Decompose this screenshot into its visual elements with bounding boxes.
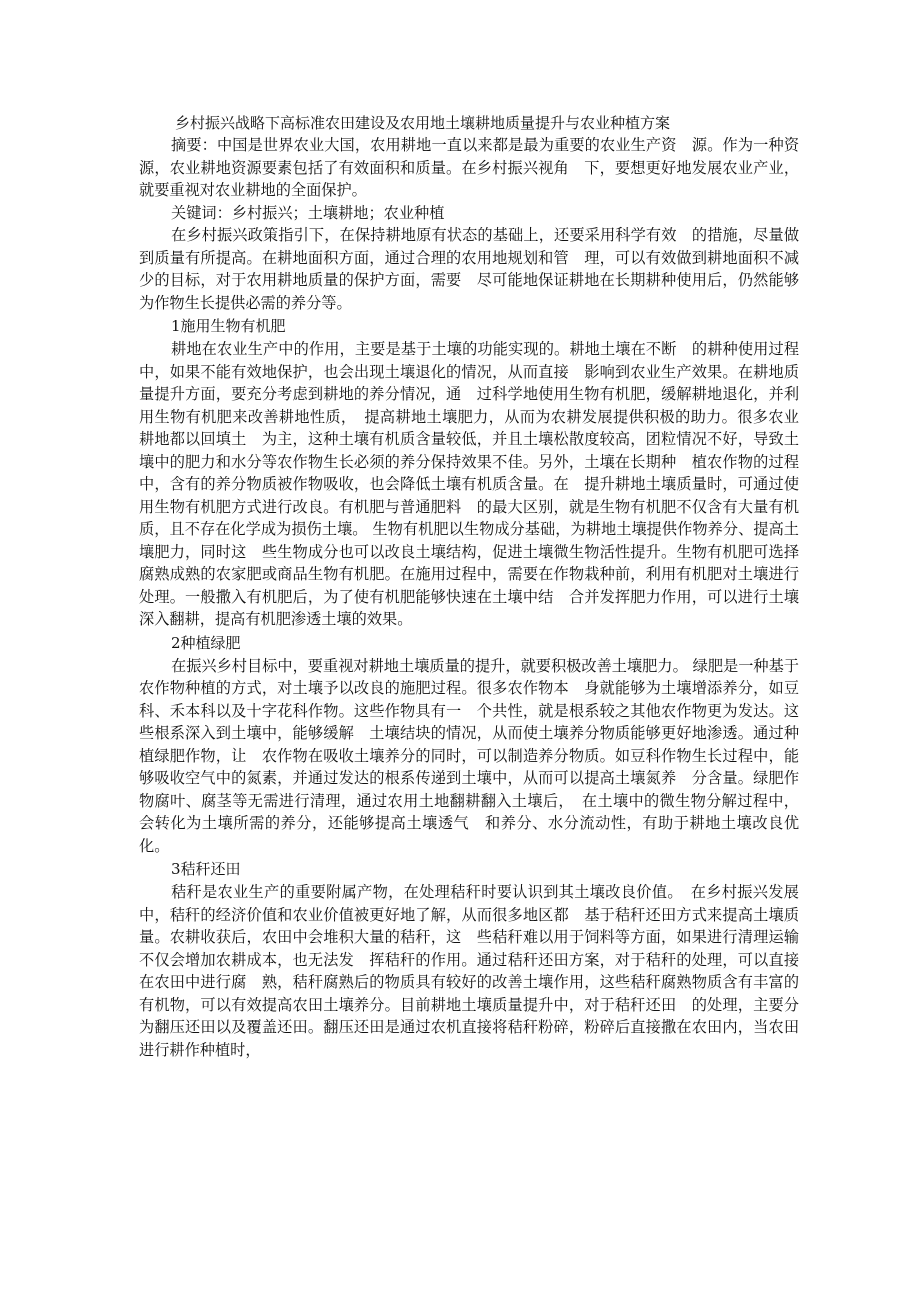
intro-paragraph: 在乡村振兴政策指引下，在保持耕地原有状态的基础上，还要采用科学有效 的措施，尽量做到质量有所提高。在耕地面积方面，通过合理的农用地规划和管 理，可以有效做到耕地面积不减少的目标，对于农用耕地质量的保护方面，需要 尽可能地保证耕地在长期耕种使用后，仍然能够为作物生长提供必需的养分等。 [139,226,799,312]
document-title: 乡村振兴战略下高标准农田建设及农用地土壤耕地质量提升与农业种植方案 [175,114,671,132]
section-body-3: 秸秆是农业生产的重要附属产物，在处理秸秆时要认识到其土壤改良价值。 在乡村振兴发展中，秸秆的经济价值和农业价值被更好地了解，从而很多地区都 基于秸秆还田方式来提高土壤质量。农耕收获后，农田中会堆积大量的秸秆，这 些秸秆难以用于饲料等方面，如果进行清理运输不仅会增加农耕成本，也无法发 挥秸秆的作用。通过秸秆还田方案，对于秸秆的处理，可以直接在农田中进行腐 熟，秸秆腐熟后的物质具有较好的改善土壤作用，这些秸秆腐熟物质含有丰富的 有机物，可以有效提高农田土壤养分。目前耕地土壤质量提升中，对于秸秆还田 的处理，主要分为翻压还田以及覆盖还田。翻压还田是通过农机直接将秸秆粉碎，粉碎后直接撒在农田内，当农田进行耕作种植时， [139,883,815,1059]
section-heading-1: 1施用生物有机肥 [171,317,286,335]
abstract-paragraph: 摘要：中国是世界农业大国，农用耕地一直以来都是最为重要的农业生产资 源。作为一种资源，农业耕地资源要素包括了有效面积和质量。在乡村振兴视角 下，要想更好地发展农业产业，就要重视对农业耕地的全面保护。 [139,136,799,199]
section-heading-3: 3秸秆还田 [171,860,241,878]
section-body-2: 在振兴乡村目标中，要重视对耕地土壤质量的提升，就要积极改善土壤肥力。 绿肥是一种基于农作物种植的方式，对土壤予以改良的施肥过程。很多农作物本 身就能够为土壤增添养分，如豆科、禾本科以及十字花科作物。这些作物具有一 个共性，就是根系较之其他农作物更为发达。这些根系深入到土壤中，能够缓解 土壤结块的情况，从而使土壤养分物质能够更好地渗透。通过种植绿肥作物，让 农作物在吸收土壤养分的同时，可以制造养分物质。如豆科作物生长过程中，能 够吸收空气中的氮素，并通过发达的根系传递到土壤中，从而可以提高土壤氮养 分含量。绿肥作物腐叶、腐茎等无需进行清理，通过农用土地翻耕翻入土壤后， 在土壤中的微生物分解过程中，会转化为土壤所需的养分，还能够提高土壤透气 和养分、水分流动性，有助于耕地土壤改良优化。 [139,656,815,855]
section-heading-2: 2种植绿肥 [171,633,241,652]
document-body [139,112,815,1061]
section-body-1: 耕地在农业生产中的作用，主要是基于土壤的功能实现的。耕地土壤在不断 的耕种使用过程中，如果不能有效地保护，也会出现土壤退化的情况，从而直接 影响到农业生产效果。在耕地质量提升方面，要充分考虑到耕地的养分情况，通 过科学地使用生物有机肥，缓解耕地退化，并利用生物有机肥来改善耕地性质， 提高耕地土壤肥力，从而为农耕发展提供积极的助力。很多农业耕地都以回填土 为主，这种土壤有机质含量较低，并且土壤松散度较高，团粒情况不好，导致土 壤中的肥力和水分等农作物生长必须的养分保持效果不佳。另外，土壤在长期种 植农作物的过程中，含有的养分物质被作物吸收，也会降低土壤有机质含量。在 提升耕地土壤质量时，可通过使用生物有机肥方式进行改良。有机肥与普通肥料 的最大区别，就是生物有机肥不仅含有大量有机质，且不存在化学成为损伤土壤。 生物有机肥以生物成分基础，为耕地土壤提供作物养分、提高土壤肥力，同时这 些生物成分也可以改良土壤结构，促进土壤微生物活性提升。生物有机肥可选择 腐熟成熟的农家肥或商品生物有机肥。在施用过程中，需要在作物栽种前，利用有机肥对土壤进行处理。一般撒入有机肥后，为了使有机肥能够快速在土壤中结 合并发挥肥力作用，可以进行土壤深入翻耕，提高有机肥渗透土壤的效果。 [139,340,815,628]
keywords-line: 关键词：乡村振兴；土壤耕地；农业种植 [171,203,445,222]
